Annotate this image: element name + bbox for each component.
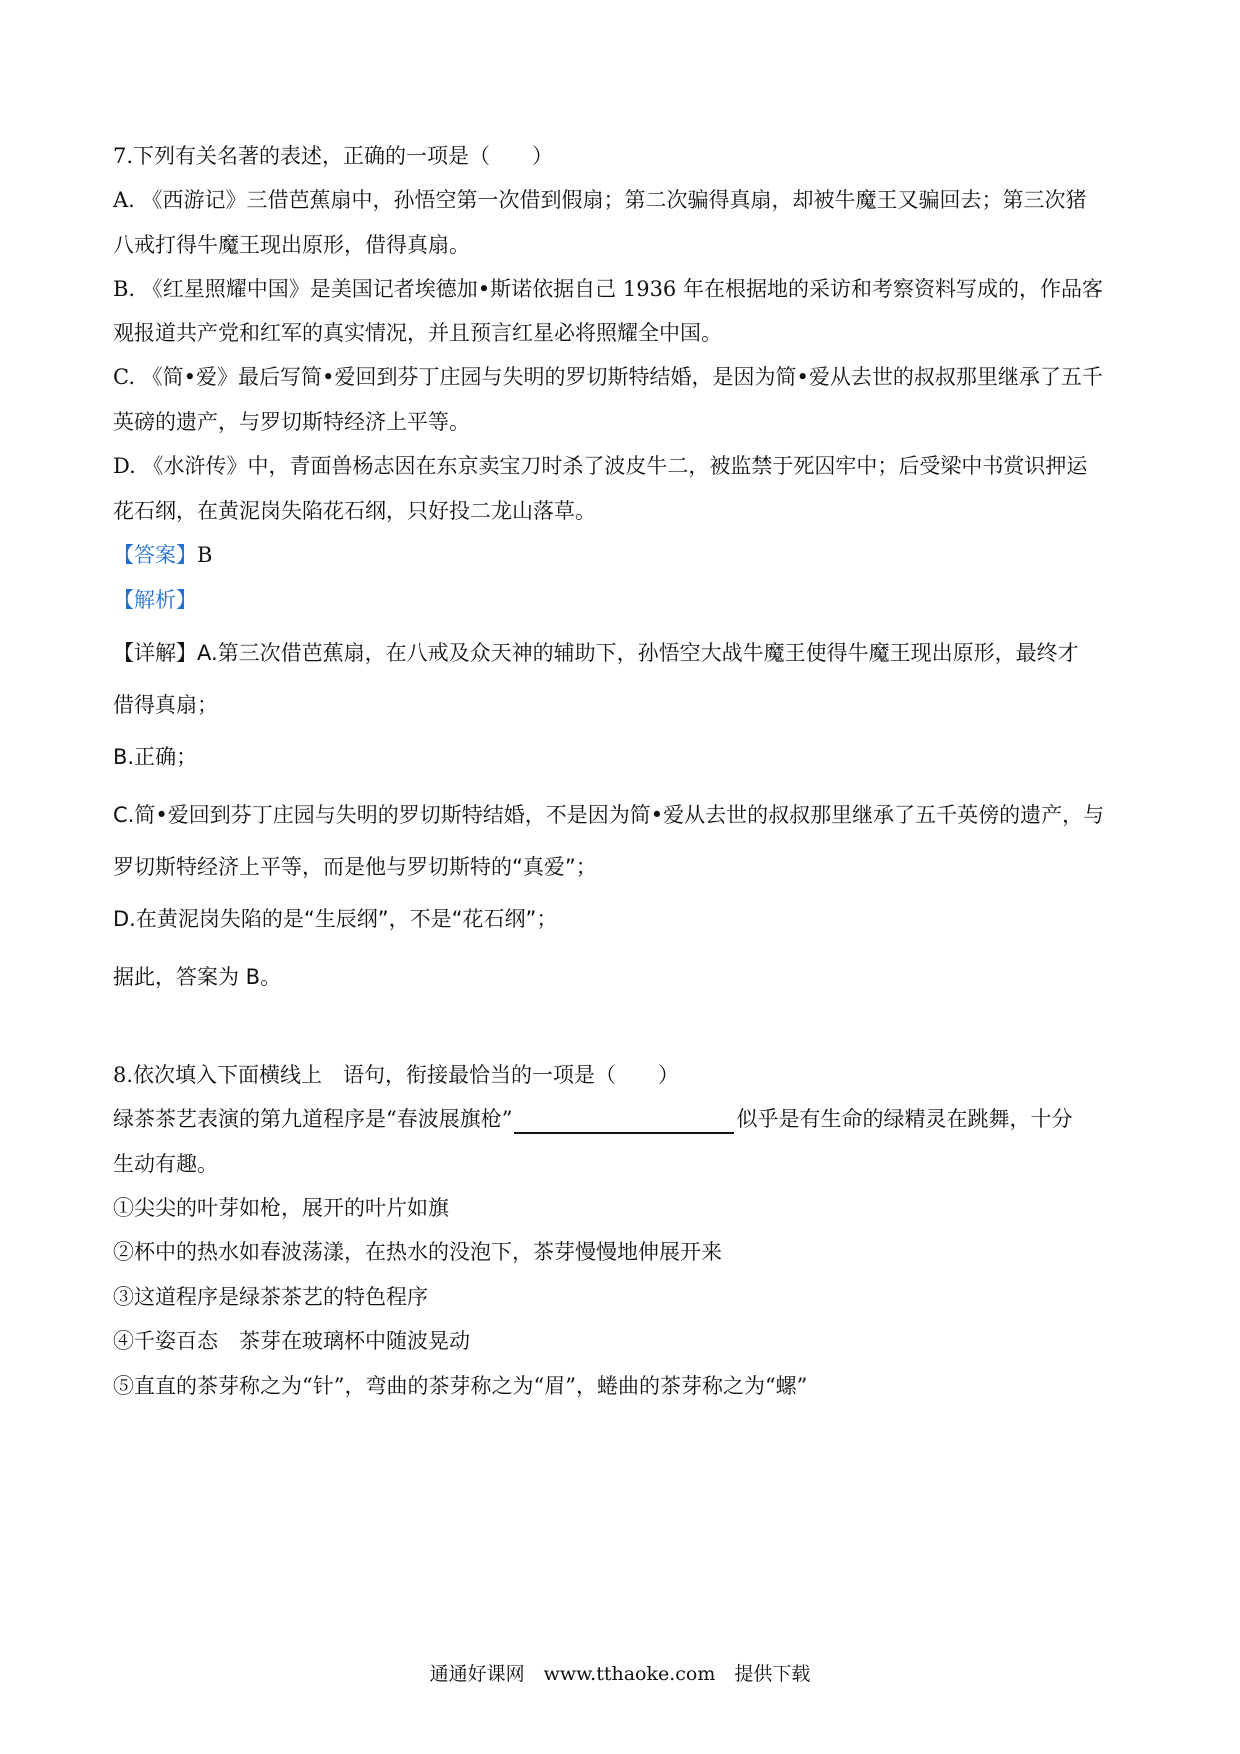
detail-line3: B.正确；: [113, 745, 198, 769]
detail-line1: 【详解】A.第三次借芭蕉扇，在八戒及众天神的辅助下，孙悟空大战牛魔王使得牛魔王现出原形，最终才: [113, 641, 1079, 665]
detail-line7: 据此，答案为 B。: [113, 965, 282, 989]
q7-option-a-line1: A. 《西游记》三借芭蕉扇中，孙悟空第一次借到假扇；第二次骗得真扇，却被牛魔王又骗回去；第三次猪: [113, 188, 1087, 212]
q7-option-b-line2: 观报道共产党和红军的真实情况，并且预言红星必将照耀全中国。: [113, 321, 722, 345]
q8-stem-before: 绿茶茶艺表演的第九道程序是“春波展旗枪”: [113, 1107, 513, 1131]
detail-line4: C.简•爱回到芬丁庄园与失明的罗切斯特结婚，不是因为简•爱从去世的叔叔那里继承了五千英傍的遗产，与: [113, 803, 1105, 827]
detail-line2: 借得真扇；: [113, 693, 218, 717]
q8-item-4: ④千姿百态 茶芽在玻璃杯中随波晃动: [113, 1329, 470, 1353]
answer-value: B: [197, 543, 213, 567]
q7-option-d-line1: D. 《水浒传》中，青面兽杨志因在东京卖宝刀时杀了波皮牛二，被监禁于死囚牢中；后受梁中书赏识押运: [113, 454, 1088, 478]
q8-stem-after: 似乎是有生命的绿精灵在跳舞，十分: [736, 1107, 1073, 1131]
detail-line5: 罗切斯特经济上平等，而是他与罗切斯特的“真爱”；: [113, 855, 597, 879]
fill-in-blank: [514, 1108, 734, 1134]
analysis-tag: 【解析】: [113, 588, 197, 612]
q8-question: 8.依次填入下面横线上 语句，衔接最恰当的一项是（ ）: [113, 1063, 680, 1087]
q8-item-3: ③这道程序是绿茶茶艺的特色程序: [113, 1285, 428, 1309]
q8-item-5: ⑤直直的茶芽称之为“针”，弯曲的茶芽称之为“眉”，蜷曲的茶芽称之为“螺”: [113, 1374, 808, 1398]
answer-tag: 【答案】: [113, 543, 197, 567]
q7-option-a-line2: 八戒打得牛魔王现出原形，借得真扇。: [113, 233, 470, 257]
detail-line6: D.在黄泥岗失陷的是“生辰纲”，不是“花石纲”；: [113, 907, 558, 931]
q7-question: 7.下列有关名著的表述，正确的一项是（ ）: [113, 144, 554, 168]
q7-answer: [113, 540, 1133, 570]
q8-item-2: ②杯中的热水如春波荡漾，在热水的没泡下，茶芽慢慢地伸展开来: [113, 1240, 722, 1264]
q7-option-c-line1: C. 《简•爱》最后写简•爱回到芬丁庄园与失明的罗切斯特结婚，是因为简•爱从去世的叔叔那里继承了五千: [113, 365, 1103, 389]
q7-option-c-line2: 英磅的遗产，与罗切斯特经济上平等。: [113, 410, 470, 434]
q7-option-b-line1: B. 《红星照耀中国》是美国记者埃德加•斯诺依据自己 1936 年在根据地的采访和考察资料写成的，作品客: [113, 277, 1103, 301]
page-footer: 通通好课网 www.tthaoke.com 提供下载: [429, 1663, 811, 1685]
q8-stem-line2: 生动有趣。: [113, 1152, 218, 1176]
q8-item-1: ①尖尖的叶芽如枪，展开的叶片如旗: [113, 1196, 449, 1220]
q8-stem-line1: [113, 1104, 1133, 1134]
q7-option-d-line2: 花石纲，在黄泥岗失陷花石纲，只好投二龙山落草。: [113, 499, 596, 523]
